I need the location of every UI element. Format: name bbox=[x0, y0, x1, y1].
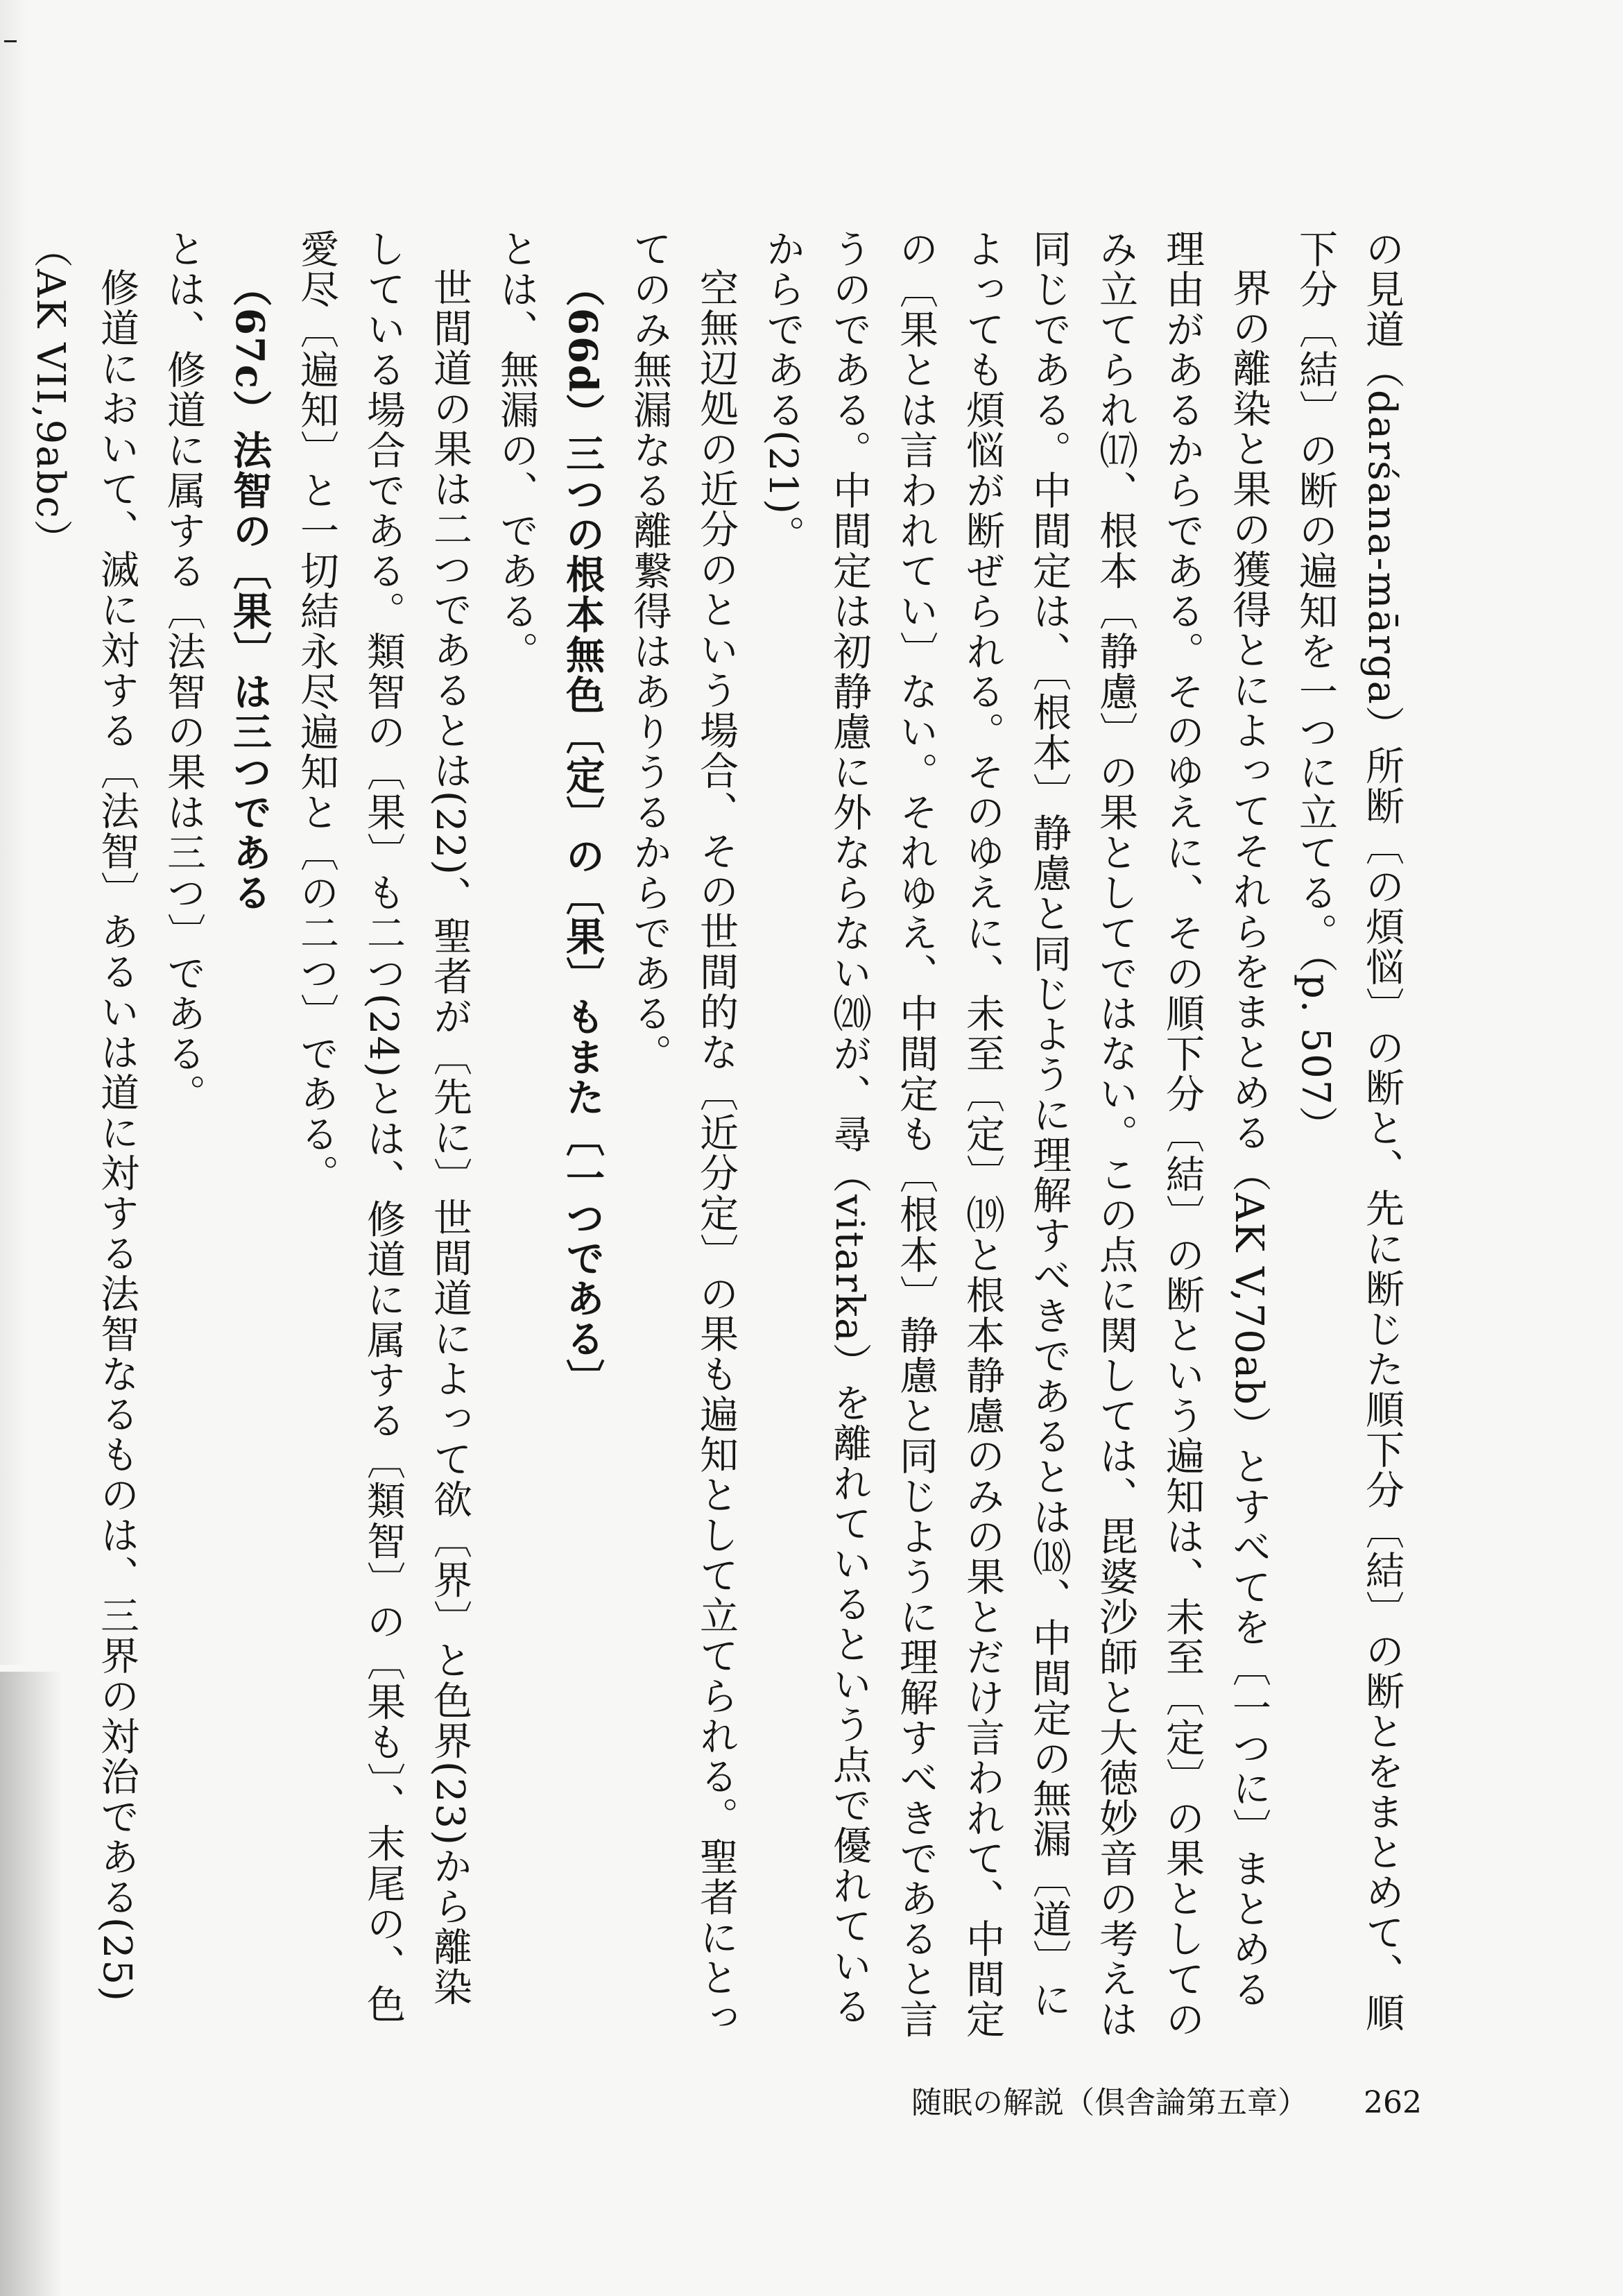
vertical-body-text bbox=[28, 229, 1415, 2046]
page-footer bbox=[911, 2077, 1422, 2122]
paragraph: とは、無漏の、である。 bbox=[494, 229, 539, 671]
verse-heading-67c: （67c）法智の〔果〕は三つである bbox=[227, 268, 273, 914]
verse-heading-66d: （66d）三つの根本無色〔定〕の〔果〕もまた〔一つである〕 bbox=[560, 268, 606, 1400]
corner-mark bbox=[4, 40, 17, 42]
paragraph: の見道（darśana-mārga）所断〔の煩悩〕の断と、先に断じた順下分〔結〕の断とをまとめて、順下分〔結〕の断の遍知を一つに立てる。（p. 507） bbox=[1293, 229, 1405, 2033]
paragraph: 世間道の果は二つであるとは(22)、聖者が〔先に〕世間道によって欲〔界〕と色界(23)から離染している場合である。類智の〔果〕も二つ(24)とは、修道に属する〔類智〕の〔果も〕、末尾の、色愛尽〔遍知〕と一切結永尽遍知と〔の二つ〕である。 bbox=[294, 229, 472, 2025]
page-number: 262 bbox=[1364, 2085, 1422, 2121]
running-title: 随眠の解説（倶舎論第五章） bbox=[911, 2085, 1309, 2121]
paragraph: 修道において、滅に対する〔法智〕あるいは道に対する法智なるものは、三界の対治である(25)（AK VII,9abc） bbox=[28, 229, 139, 2003]
paragraph: 空無辺処の近分のという場合、その世間的な〔近分定〕の果も遍知として立てられる。聖者にとってのみ無漏なる離繋得はありうるからである。 bbox=[627, 229, 739, 2038]
paragraph: 界の離染と果の獲得とによってそれらをまとめる（AK V,70ab）とすべてを〔一つに〕まとめる理由があるからである。そのゆえに、その順下分〔結〕の断という遍知は、未至〔定〕の果としてのみ立てられ⒄、根本〔静慮〕の果としてではない。この点に関しては、毘婆沙師と大徳妙音の考えは同じである。中間定は、〔根本〕静慮と同じように理解すべきであるとは⒅、中間定の無漏〔道〕によっても煩悩が断ぜられる。そのゆえに、未至〔定〕⒆と根本静慮のみの果とだけ言われて、中間定の〔果とは言われてい〕ない。それゆえ、中間定も〔根本〕静慮と同じように理解すべきであると言うのである。中間定は初静慮に外ならない⒇が、尋（vitarka）を離れているという点で優れているからである(21)。 bbox=[760, 229, 1271, 2039]
paragraph: とは、修道に属する〔法智の果は三つ〕である。 bbox=[161, 229, 206, 1114]
